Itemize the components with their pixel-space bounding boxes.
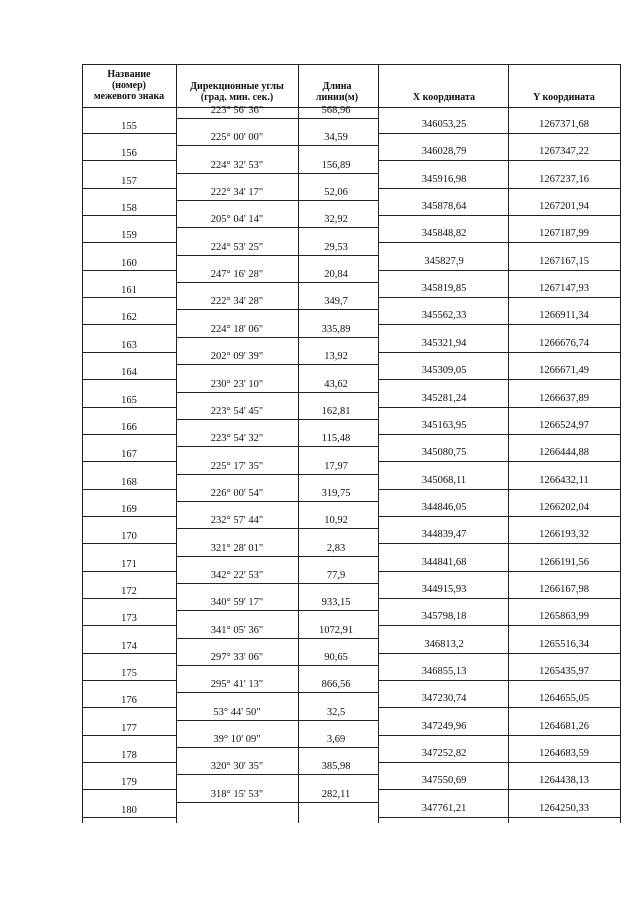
row-divider bbox=[378, 297, 621, 298]
marker-name: 155 bbox=[121, 121, 137, 132]
row-divider bbox=[378, 762, 621, 763]
x-coordinate: 344839,47 bbox=[421, 529, 467, 541]
x-coordinate: 345163,95 bbox=[421, 419, 467, 431]
row-divider bbox=[378, 707, 621, 708]
row-divider bbox=[82, 625, 176, 626]
segment-divider bbox=[176, 474, 378, 475]
segment-divider bbox=[176, 309, 378, 310]
marker-name: 178 bbox=[121, 750, 137, 762]
x-coordinate: 346028,79 bbox=[421, 146, 467, 158]
x-coordinate: 345848,82 bbox=[421, 228, 467, 240]
x-coordinate: 345068,11 bbox=[421, 474, 467, 486]
x-coordinate: 347230,74 bbox=[421, 693, 467, 705]
y-coordinate: 1264681,26 bbox=[539, 720, 589, 732]
row-divider bbox=[82, 324, 176, 325]
row-divider bbox=[82, 407, 176, 408]
row-divider bbox=[378, 434, 621, 435]
y-coordinate: 1266432,11 bbox=[539, 474, 589, 486]
line-length: 349,7 bbox=[324, 296, 348, 308]
marker-name: 174 bbox=[121, 640, 137, 652]
x-coordinate: 345321,94 bbox=[421, 337, 467, 349]
direction-angle: 226° 00' 54" bbox=[210, 487, 264, 499]
row-divider bbox=[82, 598, 176, 599]
line-length: 866,56 bbox=[321, 679, 351, 691]
segment-divider bbox=[176, 501, 378, 502]
row-divider bbox=[82, 379, 176, 380]
segment-divider bbox=[176, 200, 378, 201]
x-coordinate: 345827,9 bbox=[424, 255, 464, 267]
row-divider bbox=[82, 762, 176, 763]
direction-angle: 224° 53' 25" bbox=[210, 241, 264, 253]
row-divider bbox=[378, 324, 621, 325]
x-coordinate: 347761,21 bbox=[421, 802, 467, 814]
y-coordinate: 1264655,05 bbox=[539, 693, 589, 705]
y-coordinate: 1267147,93 bbox=[539, 283, 589, 295]
x-coordinate: 345798,18 bbox=[421, 611, 467, 623]
row-divider bbox=[82, 543, 176, 544]
segment-divider bbox=[176, 392, 378, 393]
direction-angle: 342° 22' 53" bbox=[210, 569, 264, 581]
row-divider bbox=[82, 188, 176, 189]
header-name-line-1: Название bbox=[107, 69, 151, 80]
header-name-line-2: (номер) bbox=[111, 80, 147, 91]
row-divider bbox=[378, 160, 621, 161]
y-coordinate: 1266671,49 bbox=[539, 365, 589, 377]
x-coordinate: 347550,69 bbox=[421, 775, 467, 787]
header-angle-line-1: Дирекционные углы bbox=[190, 81, 284, 92]
marker-name: 160 bbox=[121, 257, 137, 269]
row-divider bbox=[378, 625, 621, 626]
line-length: 32,92 bbox=[324, 214, 348, 226]
direction-angle: 318° 15' 53" bbox=[210, 788, 264, 800]
row-divider bbox=[82, 653, 176, 654]
header-name bbox=[82, 69, 176, 102]
line-length: 34,59 bbox=[324, 132, 348, 144]
row-divider bbox=[378, 461, 621, 462]
header-name-line-3: межевого знака bbox=[93, 91, 165, 102]
row-divider bbox=[82, 215, 176, 216]
marker-name: 161 bbox=[121, 285, 137, 297]
direction-angle: 321° 28' 01" bbox=[210, 542, 264, 554]
direction-angle: 222° 34' 28" bbox=[210, 296, 264, 308]
marker-name: 173 bbox=[121, 613, 137, 625]
header-angle bbox=[176, 81, 298, 103]
row-divider bbox=[378, 543, 621, 544]
direction-angle: 232° 57' 44" bbox=[210, 515, 264, 527]
segment-divider bbox=[176, 145, 378, 146]
row-divider bbox=[82, 133, 176, 134]
marker-name: 163 bbox=[121, 339, 137, 351]
y-coordinate: 1266676,74 bbox=[539, 337, 589, 349]
line-length: 52,06 bbox=[324, 187, 348, 199]
direction-angle: 247° 16' 28" bbox=[210, 269, 264, 281]
x-coordinate: 345281,24 bbox=[421, 392, 467, 404]
marker-name: 165 bbox=[121, 394, 137, 406]
x-coordinate: 347249,96 bbox=[421, 720, 467, 732]
x-coordinate: 345080,75 bbox=[421, 447, 467, 459]
row-divider bbox=[82, 297, 176, 298]
column-divider bbox=[176, 64, 177, 823]
column-divider bbox=[508, 64, 509, 823]
segment-divider bbox=[176, 802, 378, 803]
line-length: 3,69 bbox=[326, 734, 346, 746]
y-coordinate: 1266637,89 bbox=[539, 392, 589, 404]
y-coordinate: 1264438,13 bbox=[539, 775, 589, 787]
y-coordinate: 1267201,94 bbox=[539, 201, 589, 213]
direction-angle: 230° 23' 10" bbox=[210, 378, 264, 390]
marker-name: 159 bbox=[121, 230, 137, 242]
row-divider bbox=[378, 188, 621, 189]
y-coordinate: 1266524,97 bbox=[539, 419, 589, 431]
line-length: 77,9 bbox=[326, 569, 346, 581]
row-divider bbox=[378, 735, 621, 736]
direction-angle: 223° 54' 45" bbox=[210, 405, 264, 417]
marker-name: 172 bbox=[121, 585, 137, 597]
row-divider bbox=[82, 516, 176, 517]
segment-divider bbox=[176, 747, 378, 748]
line-length: 568,96 bbox=[321, 105, 351, 116]
header-length-line-2: линии(м) bbox=[315, 92, 359, 103]
x-coordinate: 345916,98 bbox=[421, 173, 467, 185]
segment-divider bbox=[176, 255, 378, 256]
line-length: 162,81 bbox=[321, 405, 351, 417]
marker-name: 176 bbox=[121, 695, 137, 707]
segment-divider bbox=[176, 446, 378, 447]
marker-name: 175 bbox=[121, 668, 137, 679]
column-divider bbox=[378, 64, 379, 823]
row-divider bbox=[378, 379, 621, 380]
row-divider bbox=[82, 461, 176, 462]
line-length: 32,5 bbox=[326, 706, 346, 718]
line-length: 319,75 bbox=[321, 487, 351, 499]
y-coordinate: 1265516,34 bbox=[539, 638, 589, 650]
row-divider bbox=[378, 407, 621, 408]
y-coordinate: 1266444,88 bbox=[539, 447, 589, 459]
segment-divider bbox=[176, 583, 378, 584]
marker-name: 166 bbox=[121, 421, 137, 433]
row-divider bbox=[378, 680, 621, 681]
row-divider bbox=[82, 160, 176, 161]
line-length: 20,84 bbox=[324, 269, 348, 281]
line-length: 2,83 bbox=[326, 542, 346, 554]
x-coordinate: 346813,2 bbox=[424, 638, 464, 650]
line-length: 1072,91 bbox=[318, 624, 354, 636]
row-divider bbox=[82, 489, 176, 490]
row-divider bbox=[378, 242, 621, 243]
direction-angle: 202° 09' 39" bbox=[210, 351, 264, 363]
row-divider bbox=[82, 270, 176, 271]
row-divider bbox=[378, 571, 621, 572]
row-divider bbox=[82, 789, 176, 790]
x-coordinate: 346053,25 bbox=[421, 119, 467, 130]
segment-divider bbox=[176, 692, 378, 693]
row-divider bbox=[82, 707, 176, 708]
row-divider bbox=[378, 133, 621, 134]
row-divider bbox=[378, 653, 621, 654]
y-coordinate: 1265863,99 bbox=[539, 611, 589, 623]
segment-divider bbox=[176, 419, 378, 420]
header-x-coordinate: X координата bbox=[412, 92, 476, 103]
x-coordinate: 346855,13 bbox=[421, 666, 467, 677]
row-divider bbox=[378, 270, 621, 271]
marker-name: 171 bbox=[121, 558, 137, 570]
direction-angle: 205° 04' 14" bbox=[210, 214, 264, 226]
direction-angle: 224° 18' 06" bbox=[210, 323, 264, 335]
direction-angle: 320° 30' 35" bbox=[210, 761, 264, 773]
marker-name: 156 bbox=[121, 148, 137, 160]
line-length: 156,89 bbox=[321, 159, 351, 171]
segment-divider bbox=[176, 556, 378, 557]
row-divider bbox=[82, 352, 176, 353]
segment-divider bbox=[176, 610, 378, 611]
marker-name: 158 bbox=[121, 203, 137, 215]
row-divider bbox=[378, 489, 621, 490]
segment-divider bbox=[176, 118, 378, 119]
header-y-coordinate: Y координата bbox=[533, 92, 595, 103]
direction-angle: 222° 34' 17" bbox=[210, 187, 264, 199]
line-length: 335,89 bbox=[321, 323, 351, 335]
row-divider bbox=[378, 516, 621, 517]
direction-angle: 223° 54' 32" bbox=[210, 433, 264, 445]
row-divider bbox=[82, 434, 176, 435]
direction-angle: 225° 00' 00" bbox=[210, 132, 264, 144]
row-divider bbox=[378, 817, 621, 818]
y-coordinate: 1266193,32 bbox=[539, 529, 589, 541]
row-divider bbox=[82, 735, 176, 736]
direction-angle: 224° 32' 53" bbox=[210, 159, 264, 171]
line-length: 29,53 bbox=[324, 241, 348, 253]
y-coordinate: 1265435,97 bbox=[539, 666, 589, 677]
y-coordinate: 1266202,04 bbox=[539, 501, 589, 513]
line-length: 933,15 bbox=[321, 597, 351, 609]
marker-name: 168 bbox=[121, 476, 137, 488]
direction-angle: 223° 56' 36" bbox=[210, 105, 264, 116]
direction-angle: 340° 59' 17" bbox=[210, 597, 264, 609]
line-length: 43,62 bbox=[324, 378, 348, 390]
y-coordinate: 1266167,98 bbox=[539, 583, 589, 595]
direction-angle: 297° 33' 06" bbox=[210, 652, 264, 663]
marker-name: 177 bbox=[121, 722, 137, 734]
direction-angle: 53° 44' 50" bbox=[213, 706, 261, 718]
row-divider bbox=[82, 242, 176, 243]
direction-angle: 39° 10' 09" bbox=[213, 734, 261, 746]
segment-divider bbox=[176, 227, 378, 228]
line-length: 115,48 bbox=[321, 433, 351, 445]
segment-divider bbox=[176, 720, 378, 721]
header-length bbox=[298, 81, 376, 103]
y-coordinate: 1267347,22 bbox=[539, 146, 589, 158]
row-divider bbox=[82, 680, 176, 681]
y-coordinate: 1264250,33 bbox=[539, 802, 589, 814]
segment-divider bbox=[176, 528, 378, 529]
segment-divider bbox=[176, 173, 378, 174]
segment-divider bbox=[176, 364, 378, 365]
x-coordinate: 344841,68 bbox=[421, 556, 467, 568]
header-angle-line-2: (град. мин. сек.) bbox=[200, 92, 274, 103]
segment-divider bbox=[176, 665, 378, 666]
line-length: 10,92 bbox=[324, 515, 348, 527]
direction-angle: 341° 05' 36" bbox=[210, 624, 264, 636]
y-coordinate: 1266911,34 bbox=[539, 310, 589, 322]
line-length: 385,98 bbox=[321, 761, 351, 773]
marker-name: 170 bbox=[121, 531, 137, 543]
direction-angle: 295° 41' 13" bbox=[210, 679, 264, 691]
line-length: 282,11 bbox=[321, 788, 351, 800]
x-coordinate: 345562,33 bbox=[421, 310, 467, 322]
row-divider bbox=[82, 571, 176, 572]
segment-divider bbox=[176, 638, 378, 639]
segment-divider bbox=[176, 282, 378, 283]
marker-name: 164 bbox=[121, 367, 137, 379]
line-length: 90,65 bbox=[324, 652, 348, 663]
row-divider bbox=[378, 215, 621, 216]
marker-name: 180 bbox=[121, 804, 137, 816]
segment-divider bbox=[176, 337, 378, 338]
x-coordinate: 347252,82 bbox=[421, 748, 467, 760]
y-coordinate: 1264683,59 bbox=[539, 748, 589, 760]
y-coordinate: 1266191,56 bbox=[539, 556, 589, 568]
line-length: 17,97 bbox=[324, 460, 348, 472]
marker-name: 167 bbox=[121, 449, 137, 461]
direction-angle: 225° 17' 35" bbox=[210, 460, 264, 472]
table-top-border bbox=[82, 64, 621, 65]
row-divider bbox=[378, 598, 621, 599]
marker-name: 162 bbox=[121, 312, 137, 324]
y-coordinate: 1267237,16 bbox=[539, 173, 589, 185]
row-divider bbox=[378, 789, 621, 790]
marker-name: 169 bbox=[121, 503, 137, 515]
x-coordinate: 344915,93 bbox=[421, 583, 467, 595]
column-divider bbox=[298, 64, 299, 823]
y-coordinate: 1267371,68 bbox=[539, 119, 589, 130]
x-coordinate: 345878,64 bbox=[421, 201, 467, 213]
y-coordinate: 1267167,15 bbox=[539, 255, 589, 267]
segment-divider bbox=[176, 774, 378, 775]
line-length: 13,92 bbox=[324, 351, 348, 363]
row-divider bbox=[82, 817, 176, 818]
column-divider bbox=[620, 64, 621, 823]
x-coordinate: 344846,05 bbox=[421, 501, 467, 513]
marker-name: 157 bbox=[121, 175, 137, 187]
header-length-line-1: Длина bbox=[322, 81, 352, 92]
row-divider bbox=[378, 352, 621, 353]
marker-name: 179 bbox=[121, 777, 137, 789]
x-coordinate: 345309,05 bbox=[421, 365, 467, 377]
column-divider bbox=[82, 64, 83, 823]
y-coordinate: 1267187,99 bbox=[539, 228, 589, 240]
x-coordinate: 345819,85 bbox=[421, 283, 467, 295]
